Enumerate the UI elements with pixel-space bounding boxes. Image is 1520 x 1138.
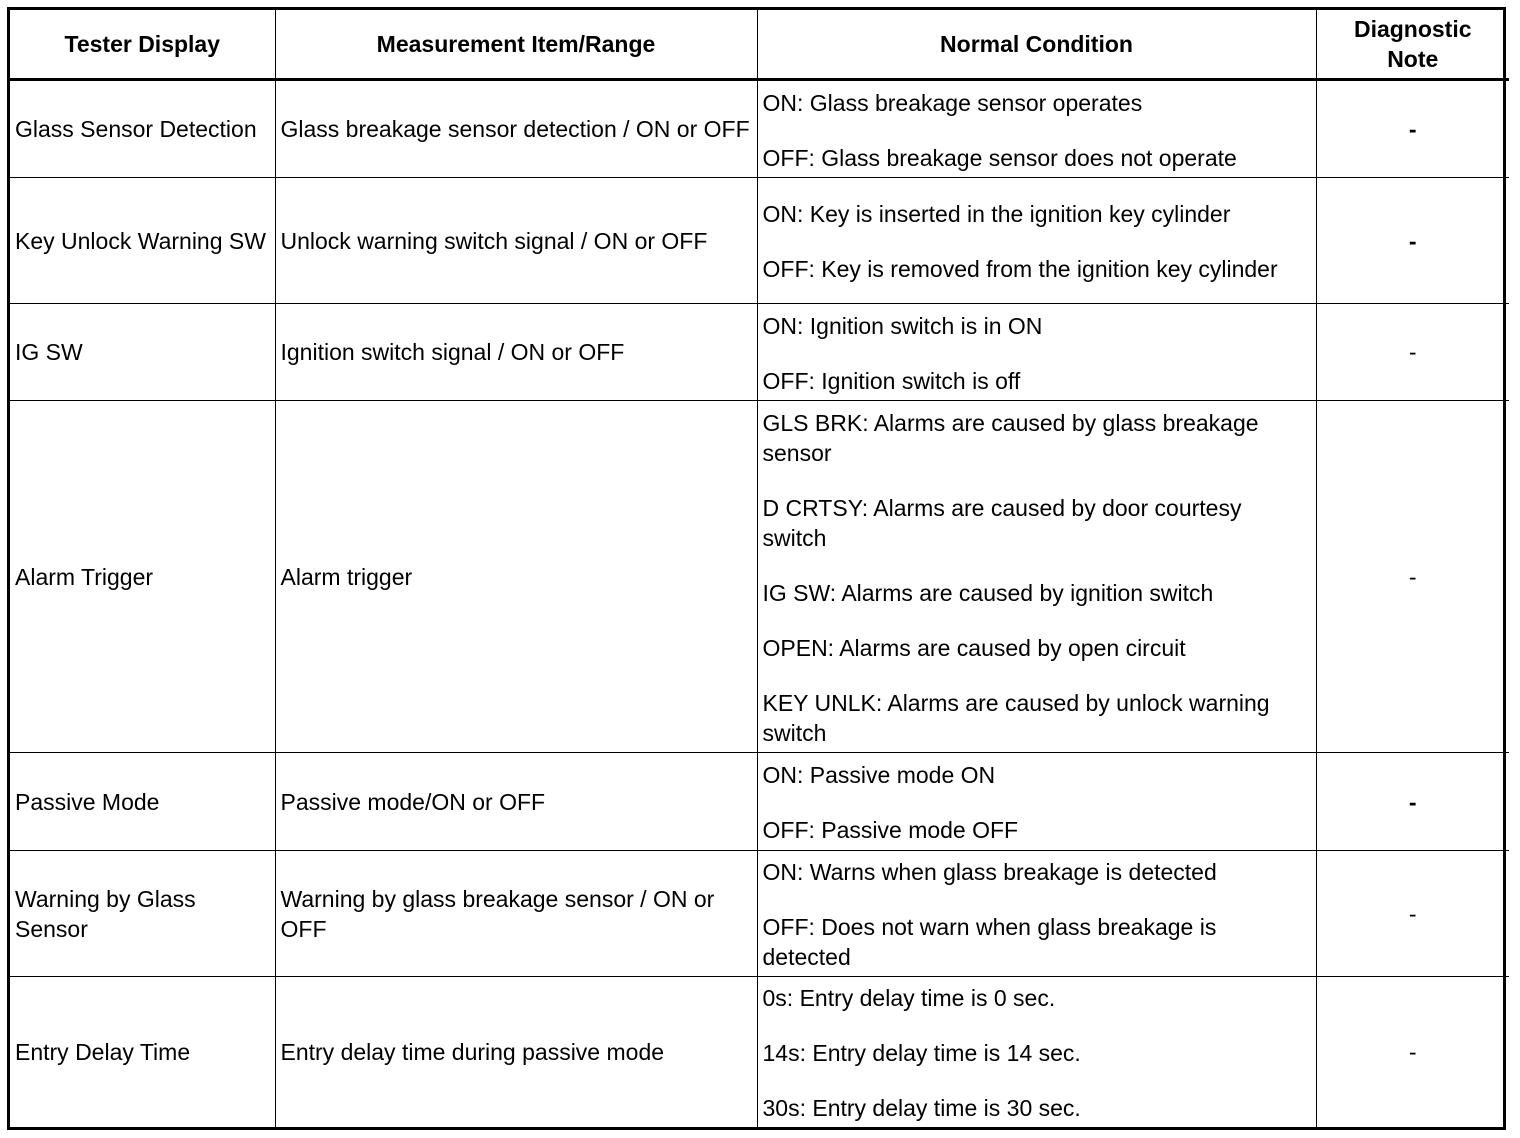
condition-line: ON: Key is inserted in the ignition key cylinder [762,201,1231,227]
condition-line: ON: Glass breakage sensor operates [762,89,1143,116]
diagnostic-note-cell [1316,80,1509,178]
header-diagnostic-note-line2: Note [1387,46,1439,72]
normal-condition-cell [757,977,1316,1128]
table-row [10,401,1509,753]
data-list-table [10,10,1509,1127]
diagnostic-note-cell [1316,851,1509,977]
data-list-table-frame [7,7,1506,1130]
diagnostic-note-cell [1316,977,1509,1128]
header-diagnostic-note-line1: Diagnostic [1353,16,1472,42]
condition-line: GLS BRK: Alarms are caused by glass breakage sensor [762,409,1259,466]
condition-line: OFF: Key is removed from the ignition key cylinder [762,256,1278,282]
header-measurement-item: Measurement Item/Range [275,10,757,80]
diagnostic-note-value: - [1408,563,1417,590]
condition-line: 0s: Entry delay time is 0 sec. [762,985,1056,1011]
condition-line: KEY UNLK: Alarms are caused by unlock warning switch [762,689,1270,746]
tester-display-cell: Passive Mode [10,753,275,851]
normal-condition-cell [757,178,1316,304]
condition-list [763,977,1311,1127]
condition-line: IG SW: Alarms are caused by ignition switch [762,579,1214,606]
diagnostic-note-value: - [1408,227,1417,254]
normal-condition-cell [757,851,1316,977]
tester-display-cell: IG SW [10,304,275,401]
normal-condition-cell [757,304,1316,401]
condition-list [763,402,1311,752]
header-diagnostic-note [1316,10,1509,80]
condition-line: OPEN: Alarms are caused by open circuit [762,634,1186,661]
condition-list [763,851,1311,976]
measurement-cell: Unlock warning switch signal / ON or OFF [275,178,757,304]
condition-list [763,305,1311,400]
measurement-cell: Alarm trigger [275,401,757,753]
condition-list [763,82,1311,177]
diagnostic-note-value: - [1408,339,1417,365]
table-row [10,977,1509,1128]
header-tester-display: Tester Display [10,10,275,80]
diagnostic-note-value: - [1408,788,1417,815]
normal-condition-cell [757,80,1316,178]
condition-line: OFF: Passive mode OFF [762,817,1019,843]
tester-display-cell: Glass Sensor Detection [10,80,275,178]
condition-list [763,754,1311,849]
table-row [10,851,1509,977]
condition-line: OFF: Ignition switch is off [762,367,1021,394]
measurement-cell: Entry delay time during passive mode [275,977,757,1128]
diagnostic-note-value: - [1408,116,1417,142]
measurement-cell: Passive mode/ON or OFF [275,753,757,851]
condition-line: OFF: Glass breakage sensor does not operate [762,144,1237,171]
condition-list [763,193,1311,288]
table-row [10,80,1509,178]
diagnostic-note-value: - [1408,1039,1417,1065]
measurement-cell: Glass breakage sensor detection / ON or OFF [275,80,757,178]
tester-display-cell: Alarm Trigger [10,401,275,753]
condition-line: ON: Warns when glass breakage is detected [762,859,1217,885]
diagnostic-note-cell [1316,753,1509,851]
condition-line: ON: Ignition switch is in ON [762,312,1043,339]
normal-condition-cell [757,401,1316,753]
tester-display-cell: Warning by Glass Sensor [10,851,275,977]
table-row [10,753,1509,851]
header-normal-condition: Normal Condition [757,10,1316,80]
header-row [10,10,1509,80]
diagnostic-note-cell [1316,304,1509,401]
diagnostic-note-value: - [1408,900,1417,927]
condition-line: OFF: Does not warn when glass breakage is detected [762,914,1217,970]
normal-condition-cell [757,753,1316,851]
condition-line: ON: Passive mode ON [762,762,996,788]
condition-line: 14s: Entry delay time is 14 sec. [762,1040,1081,1066]
table-row [10,178,1509,304]
measurement-cell: Ignition switch signal / ON or OFF [275,304,757,401]
condition-line: 30s: Entry delay time is 30 sec. [762,1095,1081,1121]
tester-display-cell: Key Unlock Warning SW [10,178,275,304]
measurement-cell: Warning by glass breakage sensor / ON or OFF [275,851,757,977]
condition-line: D CRTSY: Alarms are caused by door courtesy switch [762,494,1242,551]
tester-display-cell: Entry Delay Time [10,977,275,1128]
diagnostic-note-cell [1316,178,1509,304]
table-row [10,304,1509,401]
diagnostic-note-cell [1316,401,1509,753]
